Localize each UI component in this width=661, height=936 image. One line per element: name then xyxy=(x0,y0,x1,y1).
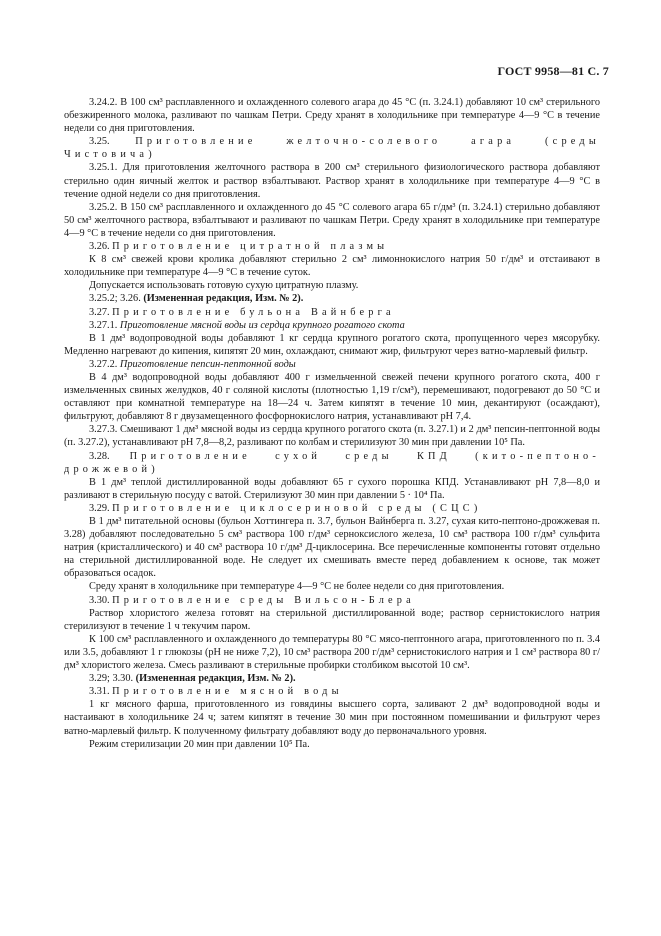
heading-text: Приготовление среды Вильсон-Блера xyxy=(112,594,415,606)
heading-text: Приготовление сухой среды КПД (кито-пептоно-дрожжевой) xyxy=(64,450,601,475)
section-heading-3-28: 3.28. Приготовление сухой среды КПД (кито-пептоно-дрожжевой) xyxy=(64,450,601,475)
section-heading-3-31: 3.31. Приготовление мясной воды xyxy=(89,686,343,698)
revision-text: (Измененная редакция, Изм. № 2). xyxy=(143,293,304,305)
section-heading-3-27: 3.27. Приготовление бульона Вайнберга xyxy=(89,306,395,318)
paragraph-pepsin-water: В 4 дм³ водопроводной воды добавляют 400 г измельченной свежей печени крупного рогатого скота, 400 г измельченных свиных желудков, 40 г соляной кислоты (плотностью 1,19 г/см³), перемешивают, подогревают до 50 °С и оставляют при комнатной температуре на 18—24 ч. Затем кипятят в течение 10 мин, декантируют (осаждают), фильтруют, добавляют 8 г двузамещенного фосфорнокислого натрия, устанавливают рН 7,4. xyxy=(64,371,600,423)
subheading-3-27-2: 3.27.2. Приготовление пепсин-пептонной воды xyxy=(89,358,296,370)
paragraph-3-27-3: 3.27.3. Смешивают 1 дм³ мясной воды из сердца крупного рогатого скота (п. 3.27.1) и 2 дм³ пепсин-пептонной воды (п. 3.27.2), устанавливают рН 7,8—8,2, разливают по колбам и стерилизуют 30 мин при давлении 10⁵ Па. xyxy=(64,424,600,449)
revision-note: 3.29; 3.30. (Измененная редакция, Изм. № 2). xyxy=(89,673,296,685)
paragraph-meat-water: В 1 дм³ водопроводной воды добавляют 1 кг сердца крупного рогатого скота, пропущенного через мясорубку. Медленно нагревают до кипения, кипятят 20 мин, охлаждают, снимают жир, фильтруют через ватно-марлевый фильтр. xyxy=(64,332,600,357)
paragraph-3-25-2: 3.25.2. В 150 см³ расплавленного и охлажденного до 45 °С солевого агара 65 г/дм³ (п. 3.24.1) стерильно добавляют 50 см³ желточного раствора, взбалтывают и разливают по чашкам Петри. Среду хранят в холодильнике при температуре 4—9 °С в течение недели со дня приготовления. xyxy=(64,201,600,239)
revision-text: (Измененная редакция, Изм. № 2). xyxy=(135,673,296,685)
paragraph-kpd: В 1 дм³ теплой дистиллированной воды добавляют 65 г сухого порошка КПД. Устанавливают рН 7,8—8,0 и разливают в стерильную посуду с ватой. Стерилизуют 30 мин при давлении 5 · 10⁴ Па. xyxy=(64,476,600,501)
heading-text: Приготовление циклосериновой среды (СЦС) xyxy=(112,502,482,514)
section-heading-3-26: 3.26. Приготовление цитратной плазмы xyxy=(89,241,389,253)
paragraph-minced-meat: 1 кг мясного фарша, приготовленного из говядины высшего сорта, заливают 2 дм³ водопроводной воды и настаивают в холодильнике 24 ч; затем кипятят в течение 30 мин при постоянном помешивании и фильтруют через ватно-марлевый фильтр. К полученному фильтрату добавляют воду до первоначального уровня. xyxy=(64,699,600,737)
paragraph-wilson-blair: К 100 см³ расплавленного и охлажденного до температуры 80 °С мясо-пептонного агара, приготовленного по п. 3.4 или 3.5, добавляют 1 г глюкозы (рН не ниже 7,2), 10 см³ раствора 200 г/дм³ сернистокислого натрия и 1 см³ раствора 80 г/дм³ хлористого железа. Смесь разливают в стерильные пробирки столбиком высотой 10 см³. xyxy=(64,633,600,672)
paragraph-plasma: К 8 см³ свежей крови кролика добавляют стерильно 2 см³ лимоннокислого натрия 50 г/дм³ и отстаивают в холодильнике при температуре 4—9 °С в течение суток. xyxy=(64,254,600,279)
paragraph-scs: В 1 дм³ питательной основы (бульон Хоттингера п. 3.7, бульон Вайнберга п. 3.27, сухая кито-пептоно-дрожжевая п. 3.28) добавляют последовательно 5 см³ раствора 100 г/дм³ серноксислого железа, 10 см³ раствора 100 г/дм³ сульфита натрия (кристаллического) и 40 см³ раствора 10 г/дм³ Д-циклосерина. Все перечисленные компоненты готовят отдельно на стерильной дистиллированной воде. Не следует их смешивать вместе перед добавлением к основе, так может образоваться осадок. xyxy=(64,516,600,580)
paragraph-dry-plasma: Допускается использовать готовую сухую цитратную плазму. xyxy=(89,280,359,292)
paragraph-3-25-1: 3.25.1. Для приготовления желточного раствора в 200 см³ стерильного физиологического раствора добавляют стерильно один яичный желток и раствор взбалтывают. Раствор хранят в холодильнике при температуре 4—9 °С в течение одной недели со дня приготовления. xyxy=(64,162,600,200)
paragraph-iron-chloride: Раствор хлористого железа готовят на стерильной дистиллированной воде; раствор сернистокислого натрия стерилизуют в течение 1 ч текучим паром. xyxy=(64,607,600,632)
section-heading-3-30: 3.30. Приготовление среды Вильсон-Блера xyxy=(89,594,415,606)
subheading-3-27-1: 3.27.1. Приготовление мясной воды из сердца крупного рогатого скота xyxy=(89,319,405,331)
heading-text: Приготовление бульона Вайнберга xyxy=(112,306,395,318)
heading-text: Приготовление желточно-солевого агара (среды Чистовича) xyxy=(64,136,600,161)
heading-text: Приготовление мясной воды xyxy=(112,686,343,698)
document-body xyxy=(64,96,600,751)
page-header: ГОСТ 9958—81 С. 7 xyxy=(497,64,609,78)
paragraph-sterilization: Режим стерилизации 20 мин при давлении 10⁵ Па. xyxy=(89,738,310,750)
subheading-text: Приготовление пепсин-пептонной воды xyxy=(119,358,296,370)
heading-text: Приготовление цитратной плазмы xyxy=(112,241,389,253)
paragraph-scs-storage: Среду хранят в холодильнике при температуре 4—9 °С не более недели со дня приготовления. xyxy=(89,581,505,593)
section-heading-3-29: 3.29. Приготовление циклосериновой среды (СЦС) xyxy=(89,502,482,514)
subheading-text: Приготовление мясной воды из сердца крупного рогатого скота xyxy=(119,319,405,331)
paragraph-3-24-2: 3.24.2. В 100 см³ расплавленного и охлажденного солевого агара до 45 °С (п. 3.24.1) добавляют 10 см³ стерильного обезжиренного молока, разливают по чашкам Петри. Среду хранят в холодильнике при температуре 4—9 °С в течение недели со дня приготовления. xyxy=(64,97,600,135)
section-heading-3-25: 3.25. Приготовление желточно-солевого агара (среды Чистовича) xyxy=(64,136,600,161)
revision-note: 3.25.2; 3.26. (Измененная редакция, Изм. № 2). xyxy=(89,293,304,305)
